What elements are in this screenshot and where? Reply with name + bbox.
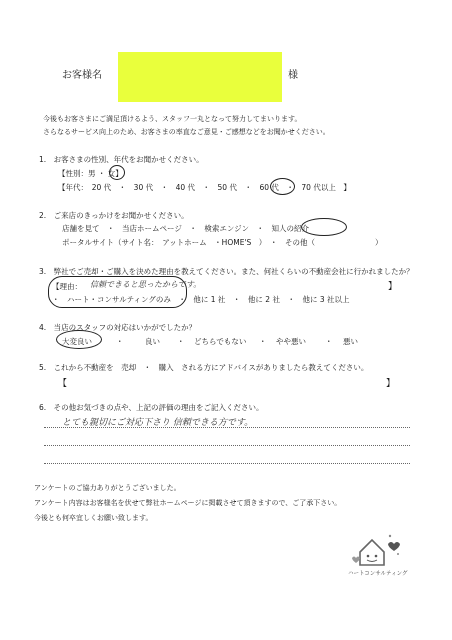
q3-handwritten-reason: 信頼できると思ったからです。 bbox=[90, 280, 202, 289]
q4-option-good: 良い bbox=[145, 337, 160, 346]
gender-selection-circle bbox=[109, 165, 125, 180]
q2-title: 2. ご来店のきっかけをお聞かせください。 bbox=[39, 211, 189, 220]
q5-open-bracket: 【 bbox=[58, 379, 68, 389]
intro-line-1: 今後もお客さまにご満足頂けるよう、スタッフ一丸となって努力してまいります。 bbox=[43, 115, 302, 123]
answer-line-1 bbox=[44, 427, 410, 428]
q4-dot-4: ・ bbox=[325, 337, 333, 346]
age-selection-circle bbox=[270, 178, 295, 195]
q5-close-bracket: 】 bbox=[386, 379, 396, 389]
q2-row-1: 店舗を見て ・ 当店ホームページ ・ 検索エンジン ・ 知人の紹介 bbox=[62, 224, 309, 233]
q3-reason-close: 】 bbox=[388, 282, 398, 292]
closing-line-2: アンケート内容はお客様名を伏せて弊社ホームページに掲載させて頂きますので、ご了承下さい。 bbox=[34, 499, 342, 507]
answer-line-3 bbox=[44, 463, 410, 464]
q2-selection-circle bbox=[301, 218, 347, 236]
q4-option-somewhat-bad: やや悪い bbox=[276, 337, 306, 346]
q4-title: 4. 当店のスタッフの対応はいかがでしたか？ bbox=[39, 323, 197, 332]
house-heart-logo-icon bbox=[348, 530, 418, 570]
q6-title: 6. その他お気づきの点や、上記の評価の理由をご記入ください。 bbox=[39, 403, 264, 412]
q2-row-2: ポータルサイト（サイト名： アットホーム ・HOME'S ） ・ その他（ ） bbox=[62, 238, 383, 247]
q4-option-bad: 悪い bbox=[343, 337, 358, 346]
q4-dot-1: ・ bbox=[116, 337, 124, 346]
name-redaction-highlight bbox=[118, 52, 282, 102]
answer-line-2 bbox=[44, 445, 410, 446]
q3-companies-row: ・ ハート・コンサルティングのみ ・ 他に 1 社 ・ 他に 2 社 ・ 他に 3 社以上 bbox=[52, 295, 350, 304]
q4-option-very-good: 大変良い bbox=[62, 337, 92, 346]
q5-title: 5. これから不動産を 売却 ・ 購入 される方にアドバイスがありましたら教えてください。 bbox=[39, 363, 369, 372]
q4-dot-2: ・ bbox=[177, 337, 185, 346]
q3-selection-circle bbox=[48, 276, 187, 308]
q4-option-neutral: どちらでもない bbox=[194, 337, 247, 346]
customer-name-label: お客様名 bbox=[62, 70, 102, 81]
q3-title: 3. 弊社でご売却・ご購入を決めた理由を教えてください。また、何社くらいの不動産会社に行かれましたか？ bbox=[39, 267, 414, 276]
logo-company-name: ハートコンサルティング bbox=[348, 571, 408, 577]
q3-reason-label: 【理由： bbox=[52, 282, 82, 291]
closing-line-1: アンケートのご協力ありがとうございました。 bbox=[34, 484, 181, 492]
q1-gender-row: 【性別：男 ・ 女】 bbox=[58, 169, 123, 178]
closing-line-3: 今後とも何卒宜しくお願い致します。 bbox=[34, 514, 153, 522]
intro-line-2: さらなるサービス向上のため、お客さまの率直なご意見・ご感想などをお聞かせください。 bbox=[43, 128, 330, 136]
honorific-label: 様 bbox=[288, 70, 298, 81]
q4-selection-circle bbox=[56, 330, 102, 349]
q1-age-row: 【年代： 20 代 ・ 30 代 ・ 40 代 ・ 50 代 ・ 60 代 ・ 70 代以上 】 bbox=[58, 183, 351, 192]
q6-handwritten-answer: とても親切にご対応下さり 信頼できる方です。 bbox=[62, 418, 254, 428]
q4-dot-3: ・ bbox=[259, 337, 267, 346]
q1-title: 1. お客さまの性別、年代をお聞かせください。 bbox=[39, 155, 204, 164]
